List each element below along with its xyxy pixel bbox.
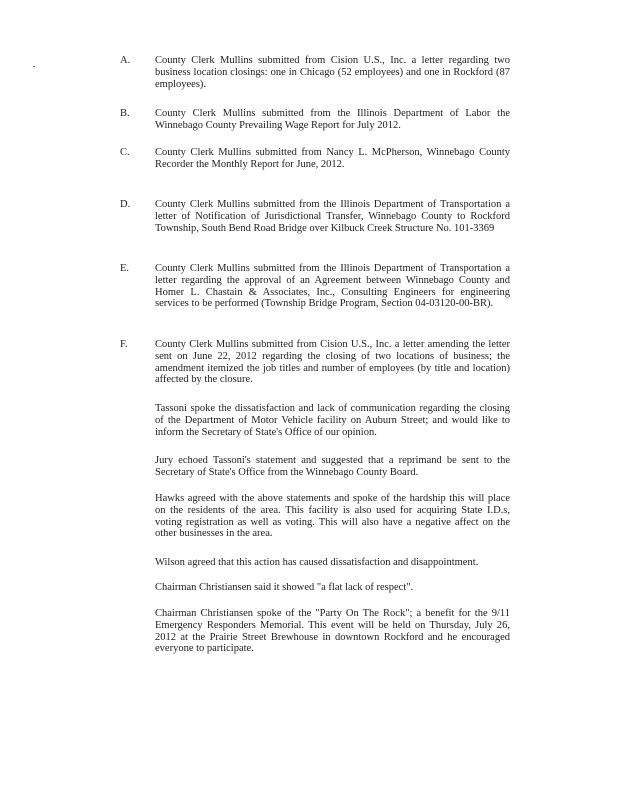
item-letter: E.	[120, 263, 130, 274]
list-item-c	[120, 147, 510, 171]
list-item-b	[120, 108, 510, 132]
item-text: County Clerk Mullins submitted from Cision U.S., Inc. a letter regarding two business location closings: one in Chicago (52 employees) and one in Rockford (87 employees).	[155, 55, 510, 90]
scan-speck	[33, 66, 35, 67]
paragraph-wilson: Wilson agreed that this action has caused dissatisfaction and disappointment.	[155, 557, 479, 568]
item-text: County Clerk Mullins submitted from Cision U.S., Inc. a letter amending the letter sent on June 22, 2012 regarding the closing of two locations of business; the amendment itemized the job titles and number of employees (by title and location) affected by the closure.	[155, 339, 510, 386]
list-item-f	[120, 339, 510, 386]
paragraph-chairman-benefit: Chairman Christiansen spoke of the "Party On The Rock"; a benefit for the 9/11 Emergency Responders Memorial. This event will be held on Thursday, July 26, 2012 at the Prairie Street Brewhouse in downtown Rockford and he encouraged everyone to participate.	[155, 608, 510, 655]
item-letter: C.	[120, 147, 130, 158]
item-letter: B.	[120, 108, 130, 119]
paragraph-chairman-respect: Chairman Christiansen said it showed "a flat lack of respect".	[155, 582, 414, 593]
paragraph-jury: Jury echoed Tassoni's statement and suggested that a reprimand be sent to the Secretary of State's Office from the Winnebago County Board.	[155, 455, 510, 478]
item-letter: D.	[120, 199, 131, 210]
item-text: County Clerk Mullins submitted from the Illinois Department of Labor the Winnebago County Prevailing Wage Report for July 2012.	[155, 108, 510, 131]
paragraph-hawks: Hawks agreed with the above statements and spoke of the hardship this will place on the residents of the area. This facility is also used for acquiring State I.D.s, voting registration as well as voting. This will also have a negative affect on the other businesses in the area.	[155, 493, 510, 540]
item-letter: A.	[120, 55, 131, 66]
list-item-a	[120, 55, 510, 90]
item-text: County Clerk Mullins submitted from the Illinois Department of Transportation a letter regarding the approval of an Agreement between Winnebago County and Homer L. Chastain & Associates, Inc., Consulting Engineers for engineering services to be performed (Township Bridge Program, Section 04-03120-00-BR).	[155, 263, 510, 310]
paragraph-tassoni: Tassoni spoke the dissatisfaction and lack of communication regarding the closing of the Department of Motor Vehicle facility on Auburn Street; and would like to inform the Secretary of State's Office of our opinion.	[155, 403, 510, 438]
item-text: County Clerk Mullins submitted from the Illinois Department of Transportation a letter of Notification of Jurisdictional Transfer, Winnebago County to Rockford Township, South Bend Road Bridge over Kilbuck Creek Structure No. 101-3369	[155, 199, 510, 234]
item-text: County Clerk Mullins submitted from Nancy L. McPherson, Winnebago County Recorder the Monthly Report for June, 2012.	[155, 147, 510, 170]
item-letter: F.	[120, 339, 128, 350]
list-item-e	[120, 263, 510, 310]
list-item-d	[120, 199, 510, 234]
